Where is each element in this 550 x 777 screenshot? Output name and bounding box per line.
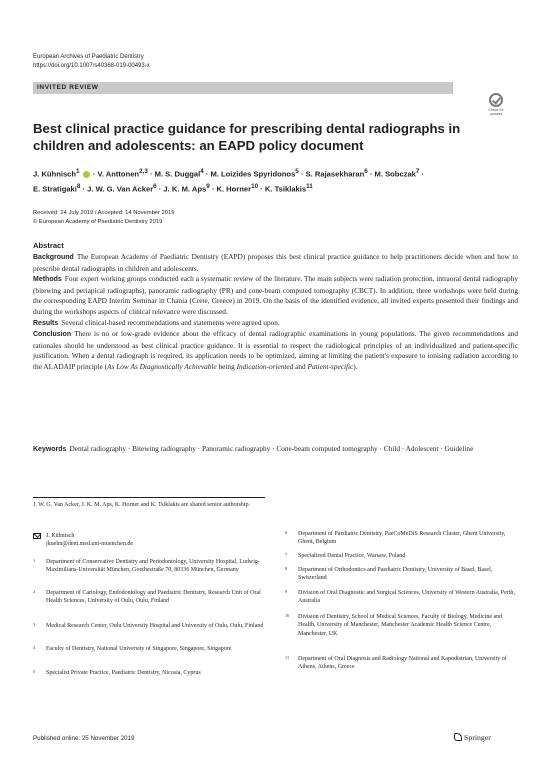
journal-header (33, 53, 150, 71)
affiliation-9: 9 Division of Oral Diagnostic and Surgical Sciences, University of Western Australia, Perth, Australia (285, 589, 515, 605)
springer-horse-icon (454, 733, 462, 741)
published-online: Published online: 25 November 2019 (33, 735, 135, 742)
publisher-logo[interactable] (454, 733, 491, 743)
affiliation-3: 3 Medical Research Center, Oulu University Hospital and University of Oulu, Oulu, Finland (33, 622, 264, 629)
orcid-icon[interactable] (83, 171, 90, 178)
check-for-updates-button[interactable] (484, 93, 508, 117)
article-dates (33, 209, 174, 226)
author-name[interactable]: J. Kühnisch (33, 169, 77, 179)
author-name[interactable]: · M. S. Duggal (147, 169, 201, 179)
author-name[interactable]: · S. Rajasekharan (298, 169, 365, 179)
article-title: Best clinical practice guidance for prescribing dental radiographs in children and adolescents: an EAPD policy document (33, 121, 461, 153)
contact-name: J. Kühnisch (46, 533, 75, 539)
corresponding-author (33, 532, 263, 549)
publisher-name: Springer (464, 733, 491, 742)
contact-email[interactable]: jkuehn@dent.med.uni-muenchen.de (46, 541, 133, 548)
affiliation-2: 2 Department of Cariology, Endodontology and Paediatric Dentistry, Research Unit of Oral Health Sciences, University of Oulu, Oulu, Finland (33, 589, 261, 605)
footnote-divider (33, 497, 265, 498)
affiliation-7: 7 Specialized Dental Practice, Warsaw, Poland (285, 552, 406, 559)
article-type-label: INVITED REVIEW (37, 84, 99, 91)
keywords-text: Dental radiography · Bitewing radiography · Panoramic radiography · Cone-beam computed tomography · Child · Adolescent · Guideline (69, 444, 474, 453)
abstract-body (33, 252, 518, 373)
affiliation-8: 8 Department of Orthodontics and Paediatric Dentistry, University of Basel, Basel, Switzerland (285, 566, 493, 582)
abstract-background: Background The European Academy of Paediatric Dentistry (EAPD) proposes this best clinical practice guidance to help practitioners decide when and how to prescribe dental radiographs in children and adolescents. (33, 252, 518, 273)
author-name[interactable]: · J. K. M. Aps (156, 184, 207, 194)
affiliation-4: 4 Faculty of Dentistry, National University of Singapore, Singapore, Singapore (33, 645, 232, 652)
copyright: © European Academy of Paediatric Dentistry 2019 (33, 218, 163, 225)
shared-authorship-note: J. W. G. Van Acker, J. K. M. Aps, K. Horner and K. Tsiklakis are shared senior authorship. (33, 502, 251, 508)
author-name[interactable]: · M. Loizides Spyridonos (203, 169, 296, 179)
affiliation-1: 1 Department of Conservative Dentistry and Periodontology, University Hospital, Ludwig-Maximilians-Universität München, Goethestraße 70, 80336 München, Germany (33, 558, 260, 574)
affiliation-5: 5 Specialist Private Practice, Paediatric Dentistry, Nicosia, Cyprus (33, 669, 201, 676)
article-type-badge (33, 82, 453, 94)
abstract-conclusion: Conclusion There is no or low-grade evidence about the efficacy of dental radiographic examinations in young populations. The given recommendations and rationales should be understood as best clinical practice guidance. It is essential to respect the radiological principles of an individualized and patient-specific justification. When a dental radiograph is required, its application needs to be optimized, aiming at limiting the patient's exposure to ionising radiation according to the ALADAIP principle (As Low As Diagnostically Achievable being Indication-oriented and Patient-specific). (33, 329, 518, 371)
author-line-2: E. Stratigaki$^8$ · J. W. G. Van Acker$^6$ · J. K. M. Aps$^9$ · K. Horner$^{10}$ · K. Tsiklakis$^{11}$ (33, 182, 313, 194)
check-for-updates-label: Check for updates (488, 108, 504, 116)
checkmark-icon (489, 93, 503, 107)
author-name[interactable]: E. Stratigaki (33, 184, 77, 194)
author-list (33, 166, 503, 195)
author-name[interactable]: · M. Sobczak (367, 169, 416, 179)
abstract-heading: Abstract (33, 241, 64, 250)
author-name[interactable]: · J. W. G. Van Acker (80, 184, 154, 194)
journal-name: European Archives of Paediatric Dentistry (33, 54, 144, 60)
author-name[interactable]: · K. Horner (209, 184, 252, 194)
keywords (33, 444, 518, 456)
envelope-icon (33, 533, 41, 539)
abstract-methods: Methods Four expert working groups conducted each a systematic review of the literature. The main subjects were radiation protection, intraoral dental radiography (bitewing and periapical radiographs), panoramic radiography (PR) and cone-beam computed tomography (CBCT). In addition, three workshops were held during the corresponding EAPD Interim Seminar in Chania (Crete, Greece) in 2019. On the basis of the identified evidence, all invited experts presented their findings and during the workshops aspects of clinical relevance were discussed. (33, 274, 518, 316)
abstract-results: Results Several clinical-based recommendations and statements were agreed upon. (33, 317, 280, 327)
affiliation-11: 11 Department of Oral Diagnosis and Radiology National and Kapodistrian, University of Athens, Athens, Greece (285, 655, 507, 671)
author-line-1: J. Kühnisch$^1$ · V. Anttonen$^{2,3}$ · M. S. Duggal$^4$ · M. Loizides Spyridonos$^5$ · S. Rajasekharan$^6$ · M. Sobczak$^7$ · (33, 168, 425, 179)
author-name[interactable]: · K. Tsiklakis (258, 184, 307, 194)
keywords-label: Keywords (33, 446, 67, 453)
affiliation-10: 10 Division of Dentistry, School of Medical Sciences, Faculty of Biology, Medicine and Health, University of Manchester, Manchester Academic Health Science Centre, Manchester, UK (285, 613, 503, 637)
received-accepted: Received: 24 July 2019 / Accepted: 14 November 2019 (33, 210, 175, 216)
doi-link[interactable]: https://doi.org/10.1007/s40368-019-00493-x (33, 63, 150, 69)
author-name[interactable]: · V. Anttonen (90, 169, 140, 179)
affiliation-6: 6 Department of Paediatric Dentistry, PaeCoMeDiS Research Cluster, Ghent University, Ghent, Belgium (285, 530, 506, 546)
